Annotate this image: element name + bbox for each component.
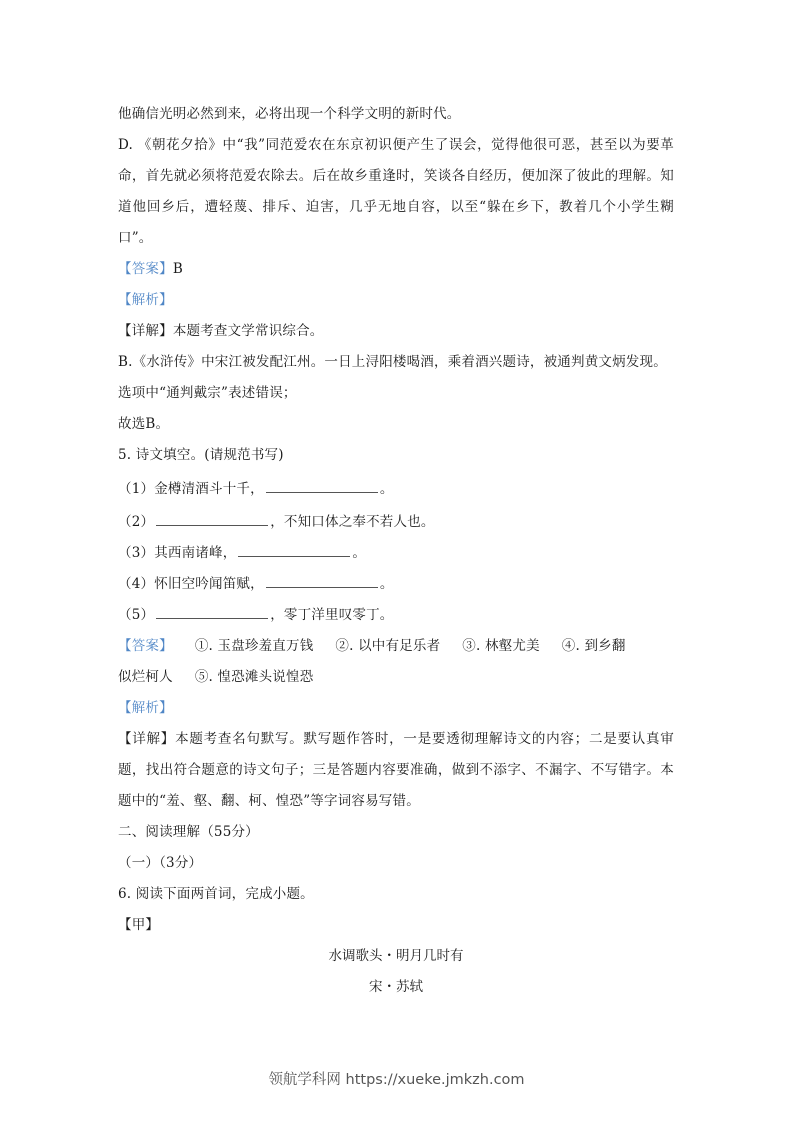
answer-item-continued: 似烂柯人: [118, 669, 173, 685]
q5-title: 5. 诗文填空。(请规范书写): [118, 447, 284, 463]
detail-text: 本题考查名句默写。默写题作答时，一是要透彻理解诗文的内容；二是要认真审题，找出符合题意的诗文句子；三是答题内容要准确，做到不添字、不漏字、不写错字。本题中的“羞、壑、翻、柯、惶恐”等字词容易写错。: [118, 731, 674, 809]
continuation-line: 他确信光明必然到来，必将出现一个科学文明的新时代。: [118, 106, 461, 122]
fill-blank[interactable]: [156, 604, 268, 619]
poem-title: 水调歌头・明月几时有: [328, 948, 464, 964]
item-number: （5）: [118, 607, 155, 623]
q6-title: 6. 阅读下面两首词，完成小题。: [118, 886, 314, 902]
fill-blank[interactable]: [238, 542, 350, 557]
item-number: （3）: [118, 545, 155, 561]
q4-explain-2: 选项中“通判戴宗”表述错误；: [118, 385, 297, 401]
item-before: 怀旧空吟闻笛赋，: [154, 576, 264, 592]
answer-item: ③. 林壑尤美: [462, 638, 540, 654]
q5-answer-line-2: [118, 662, 674, 693]
poem-author: 宋・苏轼: [369, 979, 423, 995]
document-page: [118, 99, 674, 1003]
q5-item-3: [118, 538, 674, 569]
analysis-tag: 【解析】: [118, 292, 173, 308]
item-after: 。: [352, 545, 367, 561]
item-after: ，不知口体之奉不若人也。: [270, 514, 435, 530]
fill-blank[interactable]: [266, 478, 378, 493]
fill-blank[interactable]: [156, 511, 268, 526]
q4-answer-line: [118, 254, 674, 285]
answer-value: B: [172, 261, 183, 277]
jia-tag: 【甲】: [118, 917, 160, 933]
item-number: （2）: [118, 514, 155, 530]
answer-item: ②. 以中有足乐者: [335, 638, 441, 654]
fill-blank[interactable]: [266, 573, 378, 588]
item-before: 金樽清酒斗十千，: [154, 481, 264, 497]
answer-tag: 【答案】: [118, 261, 173, 277]
q5-answer-line-1: [118, 631, 674, 662]
footer-watermark: 领航学科网 https://xueke.jmkzh.com: [268, 1072, 525, 1088]
item-after: 。: [379, 576, 394, 592]
detail-tag: 【详解】: [118, 731, 176, 747]
detail-text: 本题考查文学常识综合。: [172, 323, 324, 339]
item-number: （4）: [118, 576, 155, 592]
detail-tag: 【详解】: [118, 323, 173, 339]
answer-tag: 【答案】: [118, 638, 173, 654]
q5-item-4: [118, 569, 674, 600]
answer-item: ⑤. 惶恐滩头说惶恐: [194, 669, 314, 685]
q5-item-2: [118, 507, 674, 538]
item-after: ，零丁洋里叹零丁。: [270, 607, 394, 623]
q4-explain-1: B.《水浒传》中宋江被发配江州。一日上浔阳楼喝酒，乘着酒兴题诗，被通判黄文炳发现。: [118, 354, 667, 370]
section-2-sub: （一）（3分）: [118, 855, 203, 871]
option-d-paragraph: D. 《朝花夕拾》中“我”同范爱农在东京初识便产生了误会，觉得他很可恶，甚至以为要革命，首先就必须将范爱农除去。后在故乡重逢时，笑谈各自经历，便加深了彼此的理解。知道他回乡后，遭轻蔑、排斥、迫害，几乎无地自容，以至“躲在乡下，教着几个小学生糊口”。: [118, 137, 674, 246]
answer-item: ④. 到乡翻: [561, 638, 626, 654]
section-2-title: 二、阅读理解（55分）: [118, 824, 259, 840]
item-after: 。: [379, 481, 394, 497]
item-number: （1）: [118, 481, 155, 497]
q5-analysis-line: [118, 693, 674, 724]
q4-detail-line: [118, 316, 674, 347]
q4-analysis-line: [118, 285, 674, 316]
analysis-tag: 【解析】: [118, 700, 173, 716]
item-before: 其西南诸峰，: [154, 545, 237, 561]
q5-item-1: [118, 471, 674, 507]
answer-item: ①. 玉盘珍羞直万钱: [194, 638, 314, 654]
q5-detail-paragraph: [118, 724, 674, 817]
q5-item-5: [118, 600, 674, 631]
q4-conclusion: 故选B。: [118, 416, 170, 432]
